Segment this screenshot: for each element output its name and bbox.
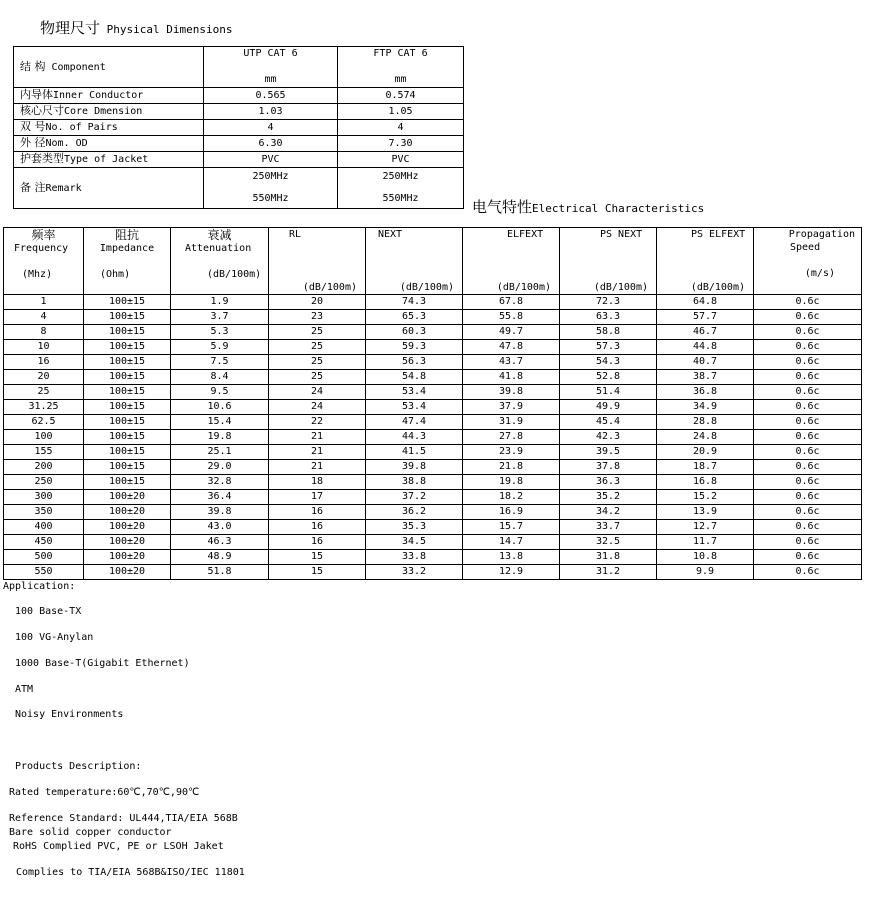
table-row — [4, 295, 862, 310]
attenuation-cell: 36.4 — [171, 490, 269, 505]
elfext-cell: 12.9 — [463, 565, 560, 580]
next-header-name: NEXT — [378, 229, 403, 240]
impedance-cell: 100±15 — [84, 460, 171, 475]
physical-row-ftp-value: PVC — [338, 152, 464, 168]
rl-cell: 25 — [269, 340, 366, 355]
remark-row — [14, 168, 464, 209]
pselfext-cell: 57.7 — [657, 310, 754, 325]
rl-cell: 21 — [269, 460, 366, 475]
attenuation-cell: 19.8 — [171, 430, 269, 445]
remark-label-en: Remark — [45, 182, 82, 194]
next-cell: 47.4 — [366, 415, 463, 430]
next-header — [366, 228, 463, 295]
psnext-cell: 33.7 — [560, 520, 657, 535]
psnext-cell: 54.3 — [560, 355, 657, 370]
table-row — [4, 385, 862, 400]
frequency-cell: 31.25 — [4, 400, 84, 415]
utp-header-unit: mm — [264, 74, 277, 85]
physical-row-label-en: Nom. OD — [45, 138, 88, 149]
physical-row — [14, 136, 464, 152]
elfext-cell: 27.8 — [463, 430, 560, 445]
attenuation-cell: 39.8 — [171, 505, 269, 520]
pselfext-cell: 18.7 — [657, 460, 754, 475]
propagation-speed-cell: 0.6c — [754, 445, 862, 460]
attenuation-header — [171, 228, 269, 295]
elfext-cell: 67.8 — [463, 295, 560, 310]
physical-row — [14, 88, 464, 104]
elfext-header — [463, 228, 560, 295]
component-header-cell — [14, 47, 204, 88]
rl-cell: 24 — [269, 385, 366, 400]
propagation-speed-cell: 0.6c — [754, 355, 862, 370]
rl-cell: 22 — [269, 415, 366, 430]
psnext-header-unit: (dB/100m) — [593, 282, 648, 293]
physical-title-en: Physical Dimensions — [106, 23, 233, 36]
utp-header-name: UTP CAT 6 — [243, 48, 298, 59]
pselfext-cell: 10.8 — [657, 550, 754, 565]
propagation-header-unit: (m/s) — [804, 268, 835, 279]
frequency-cell: 1 — [4, 295, 84, 310]
pselfext-cell: 64.8 — [657, 295, 754, 310]
next-cell: 38.8 — [366, 475, 463, 490]
next-cell: 33.2 — [366, 565, 463, 580]
rohs-compliance: RoHS Complied PVC, PE or LSOH Jaket — [13, 841, 224, 852]
psnext-cell: 31.8 — [560, 550, 657, 565]
psnext-cell: 42.3 — [560, 430, 657, 445]
physical-row-label-en: Type of Jacket — [64, 154, 149, 165]
application-item: 100 VG-Anylan — [15, 632, 94, 643]
propagation-speed-cell: 0.6c — [754, 505, 862, 520]
table-row — [4, 355, 862, 370]
propagation-header — [754, 228, 862, 295]
table-row — [4, 325, 862, 340]
table-row — [4, 340, 862, 355]
physical-row-label — [14, 136, 204, 152]
attenuation-cell: 29.0 — [171, 460, 269, 475]
physical-row-label-cn: 双 号 — [20, 120, 46, 133]
remark-utp-cell — [204, 168, 338, 209]
physical-row-label-en: Core Dmension — [64, 106, 143, 117]
physical-title-cn: 物理尺寸 — [40, 19, 101, 37]
impedance-cell: 100±20 — [84, 535, 171, 550]
next-cell: 60.3 — [366, 325, 463, 340]
table-row — [4, 535, 862, 550]
elfext-cell: 43.7 — [463, 355, 560, 370]
frequency-cell: 250 — [4, 475, 84, 490]
impedance-cell: 100±15 — [84, 415, 171, 430]
pselfext-cell: 28.8 — [657, 415, 754, 430]
remark-utp-bottom: 550MHz — [252, 193, 289, 204]
next-header-unit: (dB/100m) — [399, 282, 454, 293]
impedance-header-unit: (Ohm) — [100, 269, 131, 280]
physical-row — [14, 120, 464, 136]
table-row — [4, 430, 862, 445]
physical-row — [14, 152, 464, 168]
physical-row-label — [14, 104, 204, 120]
attenuation-cell: 15.4 — [171, 415, 269, 430]
impedance-header-cn: 阻抗 — [114, 228, 139, 242]
rl-cell: 24 — [269, 400, 366, 415]
pselfext-cell: 13.9 — [657, 505, 754, 520]
rl-cell: 20 — [269, 295, 366, 310]
rl-cell: 18 — [269, 475, 366, 490]
frequency-cell: 100 — [4, 430, 84, 445]
elfext-cell: 31.9 — [463, 415, 560, 430]
frequency-header-en: Frequency — [14, 243, 69, 254]
propagation-speed-cell: 0.6c — [754, 490, 862, 505]
electrical-header-row — [4, 228, 862, 295]
psnext-header — [560, 228, 657, 295]
propagation-speed-cell: 0.6c — [754, 475, 862, 490]
impedance-cell: 100±20 — [84, 505, 171, 520]
pselfext-cell: 9.9 — [657, 565, 754, 580]
impedance-header-en: Impedance — [99, 243, 155, 254]
pselfext-header — [657, 228, 754, 295]
frequency-cell: 550 — [4, 565, 84, 580]
rl-cell: 16 — [269, 505, 366, 520]
propagation-speed-cell: 0.6c — [754, 430, 862, 445]
impedance-cell: 100±20 — [84, 565, 171, 580]
elfext-cell: 49.7 — [463, 325, 560, 340]
standards-compliance: Complies to TIA/EIA 568B&ISO/IEC 11801 — [16, 867, 245, 878]
pselfext-cell: 12.7 — [657, 520, 754, 535]
physical-row-label-cn: 外 径 — [20, 136, 46, 149]
elfext-cell: 21.8 — [463, 460, 560, 475]
propagation-speed-cell: 0.6c — [754, 385, 862, 400]
reference-standard: Reference Standard: UL444,TIA/EIA 568B — [9, 813, 238, 824]
attenuation-cell: 3.7 — [171, 310, 269, 325]
frequency-cell: 4 — [4, 310, 84, 325]
pselfext-cell: 44.8 — [657, 340, 754, 355]
propagation-speed-cell: 0.6c — [754, 325, 862, 340]
physical-row-ftp-value: 4 — [338, 120, 464, 136]
electrical-characteristics-table — [3, 227, 862, 580]
frequency-cell: 16 — [4, 355, 84, 370]
elfext-cell: 41.8 — [463, 370, 560, 385]
physical-row-label — [14, 88, 204, 104]
elfext-cell: 13.8 — [463, 550, 560, 565]
propagation-speed-cell: 0.6c — [754, 520, 862, 535]
propagation-speed-cell: 0.6c — [754, 370, 862, 385]
impedance-cell: 100±15 — [84, 340, 171, 355]
rl-header — [269, 228, 366, 295]
physical-row — [14, 104, 464, 120]
next-cell: 59.3 — [366, 340, 463, 355]
frequency-cell: 20 — [4, 370, 84, 385]
physical-row-label-cn: 核心尺寸 — [20, 104, 64, 117]
propagation-speed-cell: 0.6c — [754, 535, 862, 550]
frequency-cell: 62.5 — [4, 415, 84, 430]
physical-row-label — [14, 152, 204, 168]
next-cell: 65.3 — [366, 310, 463, 325]
rl-header-unit: (dB/100m) — [302, 282, 357, 293]
rl-cell: 25 — [269, 370, 366, 385]
attenuation-header-en: Attenuation — [185, 243, 252, 254]
elfext-cell: 19.8 — [463, 475, 560, 490]
table-row — [4, 445, 862, 460]
remark-utp-top: 250MHz — [252, 171, 289, 182]
next-cell: 36.2 — [366, 505, 463, 520]
table-row — [4, 505, 862, 520]
elfext-cell: 16.9 — [463, 505, 560, 520]
psnext-cell: 32.5 — [560, 535, 657, 550]
rl-cell: 15 — [269, 550, 366, 565]
physical-header-row — [14, 47, 464, 88]
pselfext-header-unit: (dB/100m) — [690, 282, 745, 293]
propagation-speed-cell: 0.6c — [754, 295, 862, 310]
electrical-title-en: Electrical Characteristics — [532, 202, 705, 215]
elfext-cell: 39.8 — [463, 385, 560, 400]
next-cell: 54.8 — [366, 370, 463, 385]
impedance-cell: 100±20 — [84, 550, 171, 565]
table-row — [4, 475, 862, 490]
frequency-cell: 500 — [4, 550, 84, 565]
attenuation-cell: 32.8 — [171, 475, 269, 490]
propagation-speed-cell: 0.6c — [754, 310, 862, 325]
impedance-cell: 100±20 — [84, 520, 171, 535]
psnext-cell: 39.5 — [560, 445, 657, 460]
rl-cell: 23 — [269, 310, 366, 325]
attenuation-cell: 25.1 — [171, 445, 269, 460]
next-cell: 74.3 — [366, 295, 463, 310]
frequency-header — [4, 228, 84, 295]
psnext-cell: 72.3 — [560, 295, 657, 310]
rl-cell: 25 — [269, 355, 366, 370]
propagation-speed-cell: 0.6c — [754, 415, 862, 430]
pselfext-cell: 40.7 — [657, 355, 754, 370]
component-label-cn: 结 构 — [20, 59, 46, 73]
frequency-header-cn: 频率 — [31, 228, 56, 242]
application-item: 100 Base-TX — [15, 606, 82, 617]
attenuation-cell: 43.0 — [171, 520, 269, 535]
table-row — [4, 370, 862, 385]
frequency-cell: 155 — [4, 445, 84, 460]
pselfext-cell: 38.7 — [657, 370, 754, 385]
ftp-header-cell — [338, 47, 464, 88]
impedance-cell: 100±15 — [84, 355, 171, 370]
propagation-header-name: Propagation — [788, 229, 855, 240]
pselfext-cell: 24.8 — [657, 430, 754, 445]
utp-header-cell — [204, 47, 338, 88]
ftp-header-name: FTP CAT 6 — [373, 48, 428, 59]
attenuation-cell: 1.9 — [171, 295, 269, 310]
pselfext-cell: 46.7 — [657, 325, 754, 340]
psnext-cell: 52.8 — [560, 370, 657, 385]
impedance-cell: 100±15 — [84, 295, 171, 310]
impedance-cell: 100±15 — [84, 445, 171, 460]
application-heading: Application: — [3, 581, 76, 592]
next-cell: 34.5 — [366, 535, 463, 550]
rl-cell: 16 — [269, 520, 366, 535]
propagation-speed-cell: 0.6c — [754, 400, 862, 415]
psnext-cell: 36.3 — [560, 475, 657, 490]
propagation-speed-cell: 0.6c — [754, 550, 862, 565]
attenuation-cell: 5.9 — [171, 340, 269, 355]
pselfext-cell: 34.9 — [657, 400, 754, 415]
table-row — [4, 520, 862, 535]
products-description-heading: Products Description: — [15, 761, 142, 772]
physical-row-ftp-value: 7.30 — [338, 136, 464, 152]
elfext-cell: 47.8 — [463, 340, 560, 355]
physical-row-utp-value: 6.30 — [204, 136, 338, 152]
attenuation-cell: 51.8 — [171, 565, 269, 580]
physical-dimensions-title — [40, 17, 232, 38]
attenuation-header-unit: (dB/100m) — [207, 269, 262, 280]
frequency-cell: 8 — [4, 325, 84, 340]
application-item: ATM — [15, 684, 34, 695]
physical-row-label-cn: 护套类型 — [20, 152, 64, 165]
psnext-cell: 57.3 — [560, 340, 657, 355]
psnext-cell: 37.8 — [560, 460, 657, 475]
remark-ftp-top: 250MHz — [382, 171, 419, 182]
frequency-cell: 350 — [4, 505, 84, 520]
next-cell: 37.2 — [366, 490, 463, 505]
impedance-cell: 100±15 — [84, 475, 171, 490]
impedance-cell: 100±15 — [84, 385, 171, 400]
physical-row-label-en: Inner Conductor — [53, 90, 144, 101]
remark-label-cn: 备 注 — [20, 180, 46, 194]
remark-ftp-cell — [338, 168, 464, 209]
psnext-cell: 49.9 — [560, 400, 657, 415]
rl-cell: 21 — [269, 445, 366, 460]
next-cell: 44.3 — [366, 430, 463, 445]
frequency-cell: 400 — [4, 520, 84, 535]
psnext-cell: 58.8 — [560, 325, 657, 340]
electrical-title-cn: 电气特性 — [472, 198, 533, 216]
pselfext-cell: 20.9 — [657, 445, 754, 460]
psnext-cell: 51.4 — [560, 385, 657, 400]
electrical-characteristics-title — [472, 196, 704, 217]
elfext-cell: 15.7 — [463, 520, 560, 535]
physical-row-utp-value: 4 — [204, 120, 338, 136]
table-row — [4, 460, 862, 475]
remark-ftp-bottom: 550MHz — [382, 193, 419, 204]
physical-row-label — [14, 120, 204, 136]
frequency-cell: 300 — [4, 490, 84, 505]
table-row — [4, 550, 862, 565]
pselfext-cell: 15.2 — [657, 490, 754, 505]
elfext-cell: 37.9 — [463, 400, 560, 415]
psnext-cell: 35.2 — [560, 490, 657, 505]
attenuation-cell: 8.4 — [171, 370, 269, 385]
physical-row-utp-value: 1.03 — [204, 104, 338, 120]
impedance-cell: 100±15 — [84, 400, 171, 415]
physical-row-label-cn: 内导体 — [20, 88, 53, 101]
application-item: Noisy Environments — [15, 709, 124, 720]
remark-label-cell — [14, 168, 204, 209]
attenuation-cell: 7.5 — [171, 355, 269, 370]
next-cell: 33.8 — [366, 550, 463, 565]
next-cell: 53.4 — [366, 385, 463, 400]
next-cell: 35.3 — [366, 520, 463, 535]
rl-header-name: RL — [289, 229, 302, 240]
rl-cell: 17 — [269, 490, 366, 505]
pselfext-cell: 36.8 — [657, 385, 754, 400]
attenuation-cell: 9.5 — [171, 385, 269, 400]
next-cell: 39.8 — [366, 460, 463, 475]
component-label-en: Component — [51, 61, 106, 73]
pselfext-header-name: PS ELFEXT — [691, 229, 746, 240]
propagation-speed-cell: 0.6c — [754, 460, 862, 475]
impedance-cell: 100±15 — [84, 370, 171, 385]
impedance-cell: 100±20 — [84, 490, 171, 505]
next-cell: 41.5 — [366, 445, 463, 460]
rl-cell: 21 — [269, 430, 366, 445]
physical-row-utp-value: 0.565 — [204, 88, 338, 104]
physical-row-label-en: No. of Pairs — [45, 122, 118, 133]
application-item: 1000 Base-T(Gigabit Ethernet) — [15, 658, 190, 669]
next-cell: 53.4 — [366, 400, 463, 415]
rated-temperature: Rated temperature:60℃,70℃,90℃ — [9, 787, 200, 798]
pselfext-cell: 16.8 — [657, 475, 754, 490]
next-cell: 56.3 — [366, 355, 463, 370]
frequency-cell: 10 — [4, 340, 84, 355]
psnext-header-name: PS NEXT — [600, 229, 643, 240]
table-row — [4, 490, 862, 505]
rl-cell: 15 — [269, 565, 366, 580]
elfext-cell: 23.9 — [463, 445, 560, 460]
physical-row-ftp-value: 0.574 — [338, 88, 464, 104]
elfext-header-unit: (dB/100m) — [496, 282, 551, 293]
table-row — [4, 310, 862, 325]
propagation-speed-cell: 0.6c — [754, 565, 862, 580]
psnext-cell: 45.4 — [560, 415, 657, 430]
impedance-cell: 100±15 — [84, 430, 171, 445]
table-row — [4, 565, 862, 580]
rl-cell: 25 — [269, 325, 366, 340]
attenuation-cell: 48.9 — [171, 550, 269, 565]
rl-cell: 16 — [269, 535, 366, 550]
impedance-cell: 100±15 — [84, 325, 171, 340]
impedance-header — [84, 228, 171, 295]
elfext-cell: 55.8 — [463, 310, 560, 325]
elfext-cell: 18.2 — [463, 490, 560, 505]
physical-row-ftp-value: 1.05 — [338, 104, 464, 120]
attenuation-cell: 5.3 — [171, 325, 269, 340]
propagation-header-speed: Speed — [790, 242, 821, 253]
psnext-cell: 31.2 — [560, 565, 657, 580]
frequency-cell: 200 — [4, 460, 84, 475]
attenuation-cell: 46.3 — [171, 535, 269, 550]
elfext-header-name: ELFEXT — [507, 229, 544, 240]
physical-dimensions-table — [13, 46, 464, 209]
frequency-header-unit: (Mhz) — [22, 269, 53, 280]
table-row — [4, 400, 862, 415]
psnext-cell: 63.3 — [560, 310, 657, 325]
psnext-cell: 34.2 — [560, 505, 657, 520]
table-row — [4, 415, 862, 430]
propagation-speed-cell: 0.6c — [754, 340, 862, 355]
frequency-cell: 25 — [4, 385, 84, 400]
frequency-cell: 450 — [4, 535, 84, 550]
physical-row-utp-value: PVC — [204, 152, 338, 168]
elfext-cell: 14.7 — [463, 535, 560, 550]
impedance-cell: 100±15 — [84, 310, 171, 325]
attenuation-cell: 10.6 — [171, 400, 269, 415]
ftp-header-unit: mm — [394, 74, 407, 85]
pselfext-cell: 11.7 — [657, 535, 754, 550]
attenuation-header-cn: 衰减 — [207, 228, 232, 242]
conductor-description: Bare solid copper conductor — [9, 827, 172, 838]
